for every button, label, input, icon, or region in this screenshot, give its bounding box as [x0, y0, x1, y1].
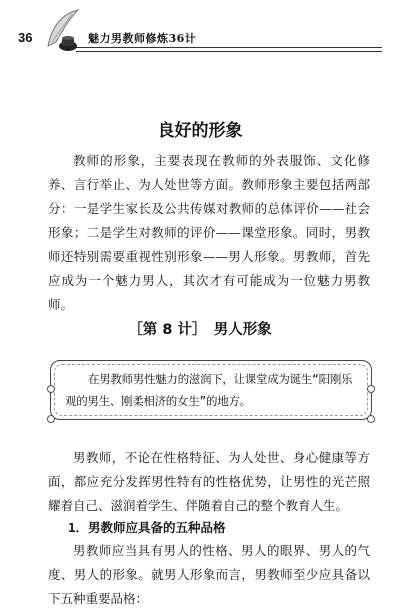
sub-heading: 1．男教师应具备的五种品格 [68, 520, 226, 535]
section-title: 良好的形象 [157, 121, 243, 141]
quill-inkpot-icon [42, 8, 84, 52]
decorative-dot [47, 385, 55, 393]
chapter-title: ［第 8 计］ 男人形象 [128, 322, 272, 338]
header-rule [76, 47, 382, 52]
chapter-paragraph-2: 男教师应当具有男人的性格、男人的眼界、男人的气度、男人的形象。就男人形象而言，男教师至少应具备以下五种重要品格： [48, 543, 370, 606]
decorative-dot [367, 415, 375, 423]
book-title: 魅力男教师修炼36计 [88, 32, 197, 45]
section-paragraph: 教师的形象，主要表现在教师的外表服饰、文化修养、言行举止、为人处世等方面。教师形象主要包括两部分：一是学生家长及公共传媒对教师的总体评价——社会形象；二是学生对教师的评价——课堂形象。同时，男教师还特别需要重视性别形象——男人形象。男教师，首先应成为一个魅力男人，其次才有可能成为一位魅力男教师。 [48, 153, 370, 312]
page-number: 36 [18, 30, 33, 45]
page-header [0, 0, 400, 50]
quote-box [50, 360, 372, 420]
quote-text: 在男教师男性魅力的滋润下，让课堂成为诞生“阳刚乐观的男生、刚柔相济的女生”的地方。 [65, 372, 353, 408]
chapter-paragraph: 男教师，不论在性格特征、为人处世、身心健康等方面，都应充分发挥男性特有的性格优势，让男性的光芒照耀着自己、滋润着学生、伴随着自己的整个教育人生。 [48, 450, 370, 513]
decorative-dot [367, 385, 375, 393]
decorative-dot [47, 415, 55, 423]
